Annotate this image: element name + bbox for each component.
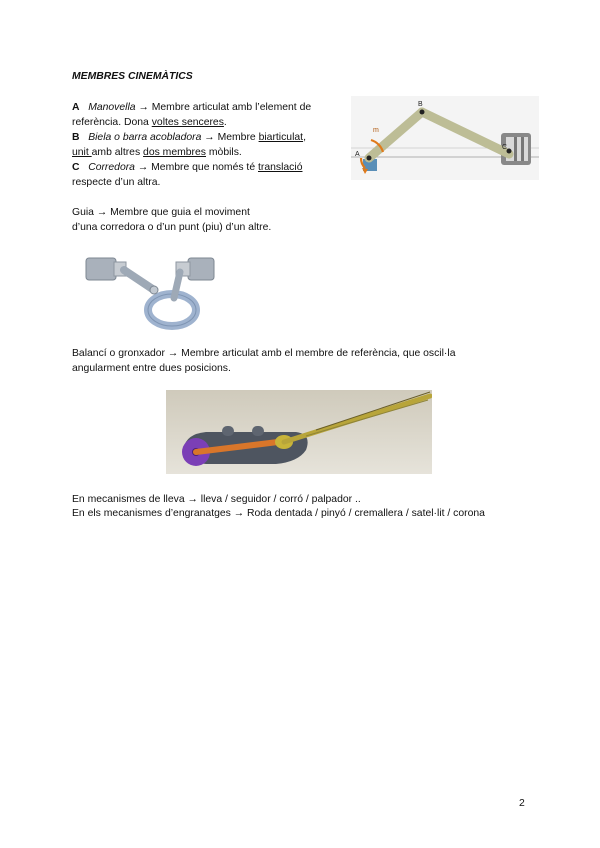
biela-def-1: Membre <box>217 132 259 143</box>
biela-term: Biela o barra acobladora <box>88 132 202 143</box>
biela-def-7: mòbils. <box>206 147 242 158</box>
manovella-def-4: . <box>223 117 227 128</box>
balanci-line-1: Balancí o gronxador → Membre articulat amb el membre de referència, que oscil·la <box>72 348 456 359</box>
biela-letter: B <box>72 132 80 143</box>
engranatges-line: En els mecanismes d’engranatges → Roda dentada / pinyó / cremallera / satel·lit / corona <box>72 508 485 519</box>
corredora-line-2: respecte d’un altra. <box>72 177 161 188</box>
guia-line-1: Guia → Membre que guia el moviment <box>72 207 250 218</box>
biela-line-2 <box>72 145 242 160</box>
guide-mechanism-image <box>74 238 228 334</box>
biela-def-6: dos membres <box>143 147 206 158</box>
arrow-icon: → <box>137 162 149 173</box>
corredora-letter: C <box>72 162 80 173</box>
manovella-def-1: Membre articulat amb l’element de <box>151 102 312 113</box>
balanci-line-2: angularment entre dues posicions. <box>72 363 231 374</box>
manovella-def-2: referència. Dona <box>72 117 152 128</box>
arrow-icon: → <box>204 132 215 143</box>
corredora-def-2: translació <box>258 162 303 173</box>
arrow-icon: → <box>138 102 149 113</box>
corredora-line-1 <box>72 160 302 175</box>
joint-b-label: B <box>418 101 423 108</box>
page-number: 2 <box>519 798 525 809</box>
guia-line-2: d’una corredora o d’un punt (piu) d’un altre. <box>72 222 272 233</box>
manovella-letter: A <box>72 102 80 113</box>
manovella-term: Manovella <box>88 102 136 113</box>
omega-label: m <box>373 127 379 134</box>
crank-slider-diagram <box>351 96 539 180</box>
manovella-def-3: voltes senceres <box>151 117 224 128</box>
biela-def-2: biarticulat <box>258 132 304 143</box>
joint-a-label: A <box>355 151 360 158</box>
joint-c-label: C <box>502 144 508 151</box>
biela-def-3: , <box>303 132 306 143</box>
biela-line-1 <box>72 130 306 145</box>
manovella-line-2 <box>72 115 227 130</box>
corredora-term: Corredora <box>88 162 135 173</box>
page-title: MEMBRES CINEMÀTICS <box>72 71 193 82</box>
manovella-line-1 <box>72 100 311 115</box>
biela-def-4: unit <box>72 147 92 158</box>
biela-def-5: amb altres <box>91 147 144 158</box>
lleva-line: En mecanismes de lleva → lleva / seguidor / corró / palpador .. <box>72 494 361 505</box>
corredora-def-1: Membre que només té <box>151 162 258 173</box>
rocker-mechanism-image <box>166 390 432 474</box>
